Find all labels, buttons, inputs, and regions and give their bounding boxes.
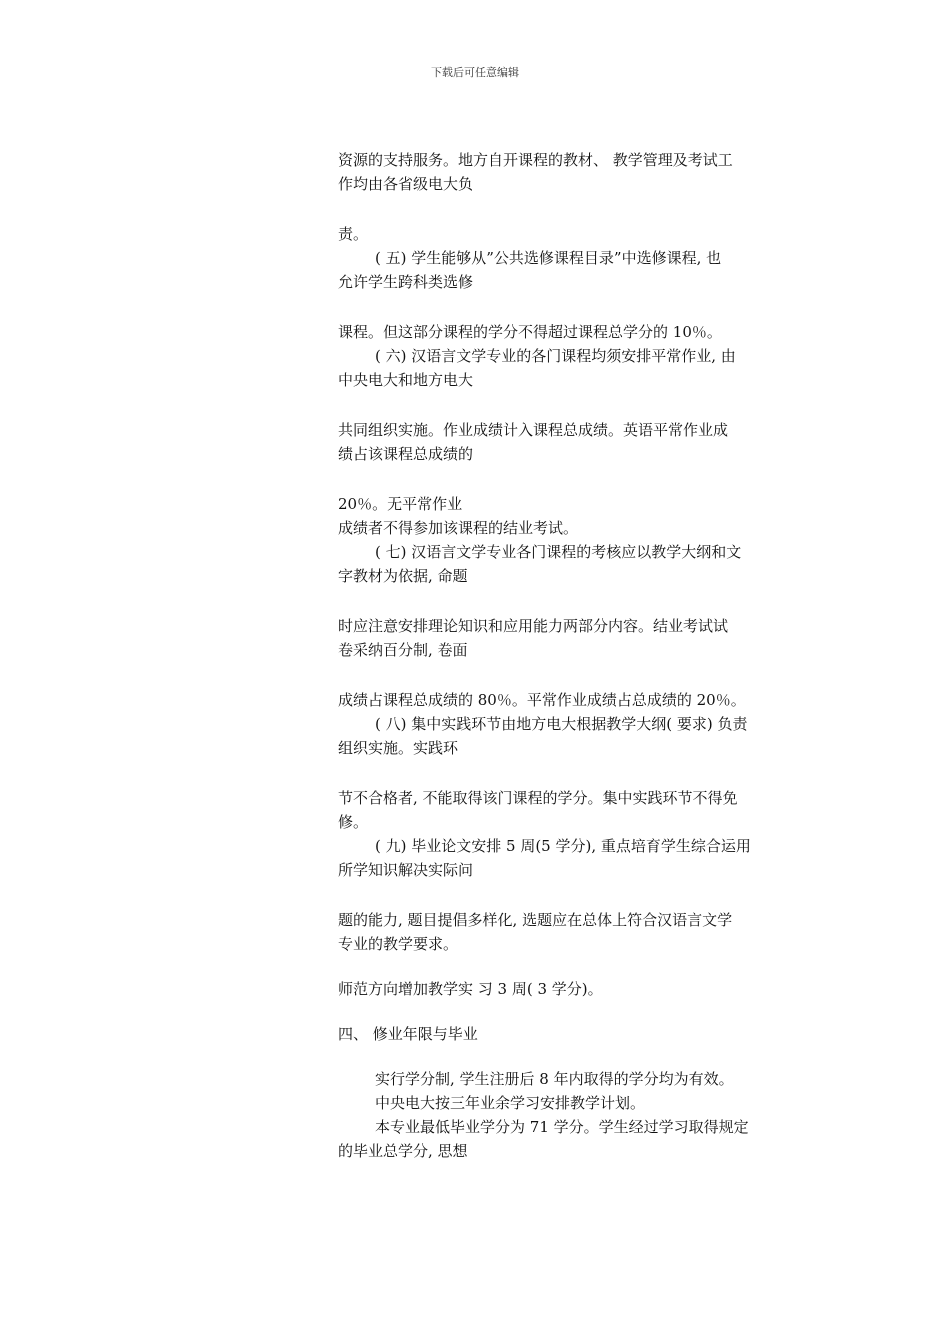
text-line: 允许学生跨科类选修 [338,273,474,291]
text-line: 所学知识解决实际问 [338,861,474,879]
page-header: 下载后可任意编辑 [431,66,519,79]
text-line: 中央电大按三年业余学习安排教学计划。 [375,1094,646,1112]
text-line: 专业的教学要求。 [338,935,459,953]
text-line: 组织实施。实践环 [338,739,459,757]
text-line: ( 七) 汉语言文学专业各门课程的考核应以教学大纲和文 [375,543,742,561]
text-line: 成绩占课程总成绩的 80％。平常作业成绩占总成绩的 20％。 [338,691,746,709]
text-line: 成绩者不得参加该课程的结业考试。 [338,519,579,537]
text-line: 师范方向增加教学实 习 3 周( 3 学分)。 [338,980,603,998]
text-line: 的毕业总学分, 思想 [338,1142,468,1160]
text-line: 绩占该课程总成绩的 [338,445,474,463]
text-line: 本专业最低毕业学分为 71 学分。学生经过学习取得规定 [375,1118,749,1136]
text-line: 20％。无平常作业 [338,495,463,513]
text-line: ( 八) 集中实践环节由地方电大根据教学大纲( 要求) 负责 [375,715,748,733]
text-line: 节不合格者, 不能取得该门课程的学分。集中实践环节不得免 [338,789,738,807]
text-line: 责。 [338,225,369,243]
text-line: 字教材为依据, 命题 [338,567,468,585]
text-line: 中央电大和地方电大 [338,371,474,389]
text-line: ( 五) 学生能够从”公共选修课程目录”中选修课程, 也 [375,249,722,267]
text-line: 资源的支持服务。地方自开课程的教材、 教学管理及考试工 [338,151,733,169]
text-line: 实行学分制, 学生注册后 8 年内取得的学分均为有效。 [375,1070,734,1088]
section-heading: 四、 修业年限与毕业 [338,1025,478,1043]
text-line: ( 九) 毕业论文安排 5 周(5 学分), 重点培育学生综合运用 [375,837,751,855]
text-line: 时应注意安排理论知识和应用能力两部分内容。结业考试试 [338,617,729,635]
text-line: 作均由各省级电大负 [338,175,474,193]
text-line: 课程。但这部分课程的学分不得超过课程总学分的 10％。 [338,323,722,341]
text-line: 共同组织实施。作业成绩计入课程总成绩。英语平常作业成 [338,421,729,439]
text-line: 卷采纳百分制, 卷面 [338,641,468,659]
text-line: ( 六) 汉语言文学专业的各门课程均须安排平常作业, 由 [375,347,736,365]
text-line: 题的能力, 题目提倡多样化, 选题应在总体上符合汉语言文学 [338,911,733,929]
document-body [338,148,788,1163]
text-line: 修。 [338,813,369,831]
